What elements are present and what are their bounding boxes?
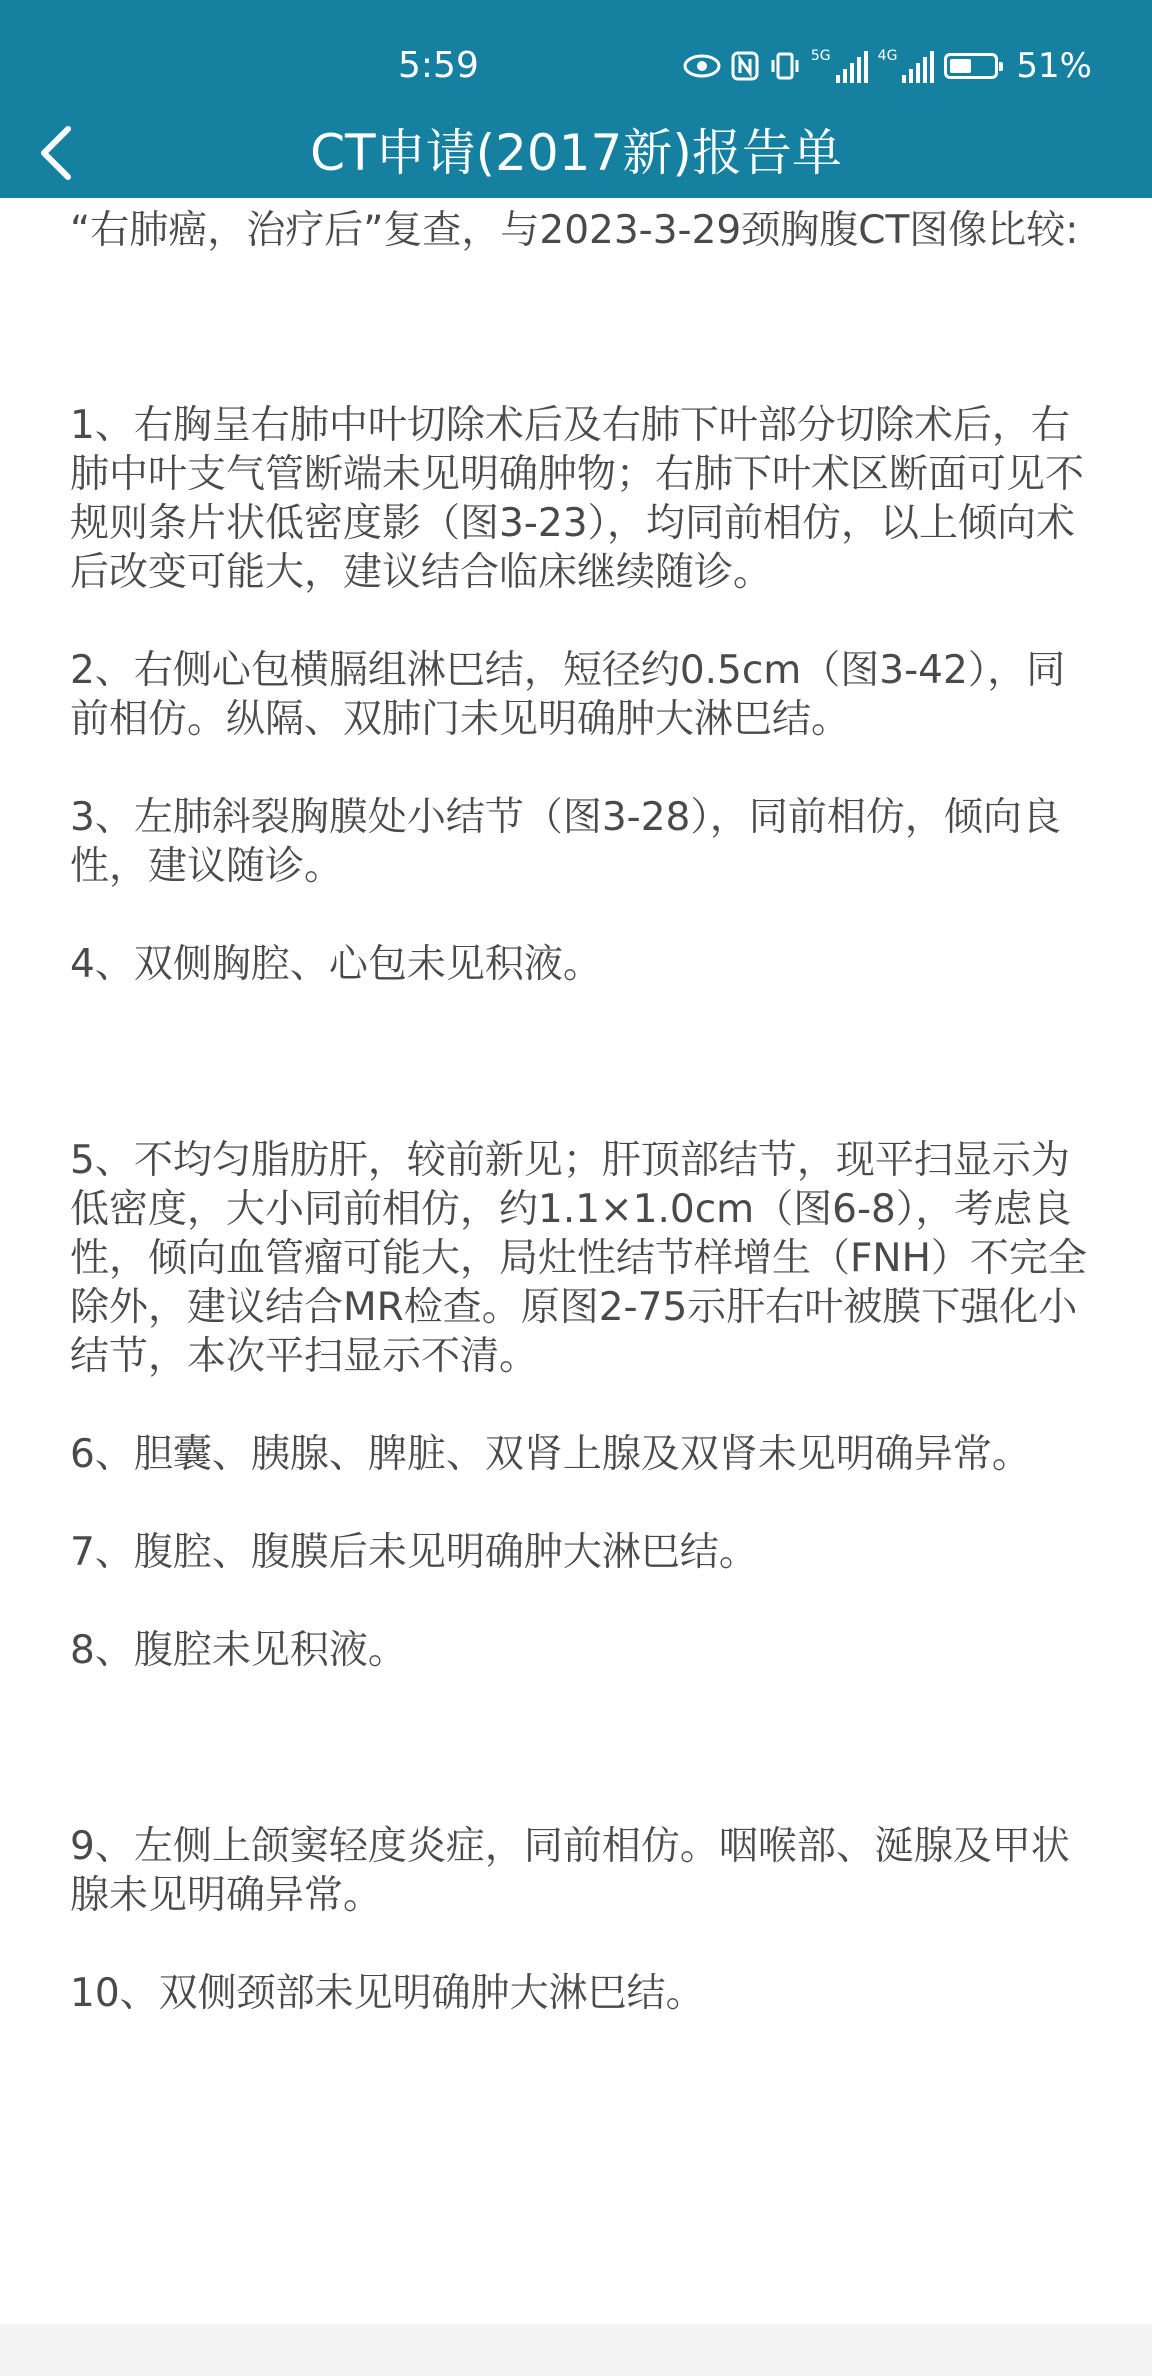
report-item-4: 4、双侧胸腔、心包未见积液。 (70, 942, 602, 987)
report-item-10: 10、双侧颈部未见明确肿大淋巴结。 (70, 1971, 705, 2016)
report-item-8: 8、腹腔未见积液。 (70, 1628, 407, 1673)
page-title: CT申请(2017新)报告单 (310, 124, 842, 182)
battery-icon (944, 53, 998, 79)
network-4g-label: 4G (877, 48, 898, 64)
nfc-icon (731, 51, 759, 81)
app-header (0, 0, 1152, 198)
report-item-7: 7、腹腔、腹膜后未见明确肿大淋巴结。 (70, 1530, 758, 1575)
signal-4g-icon (878, 49, 935, 83)
battery-level (950, 59, 971, 73)
report-item-5: 5、不均匀脂肪肝，较前新见；肝顶部结节，现平扫显示为低密度，大小同前相仿，约1.1×1.0cm（图6-8），考虑良性，倾向血管瘤可能大，局灶性结节样增生（FNH）不完全除外，建议结合MR检查。原图2-75示肝右叶被膜下强化小结节，本次平扫显示不清。 (70, 1138, 1087, 1379)
vibrate-icon (769, 51, 801, 81)
status-icons (683, 44, 1092, 88)
report-item-2: 2、右侧心包横膈组淋巴结，短径约0.5cm（图3-42），同前相仿。纵隔、双肺门未见明确肿大淋巴结。 (70, 648, 1066, 742)
report-intro: “右肺癌，治疗后”复查，与2023-3-29颈胸腹CT图像比较: (70, 208, 1079, 253)
back-button[interactable] (26, 118, 86, 188)
report-content (70, 206, 1090, 2018)
status-bar (0, 0, 1152, 130)
bottom-bar (0, 2324, 1152, 2376)
report-item-3: 3、左肺斜裂胸膜处小结节（图3-28），同前相仿，倾向良性，建议随诊。 (70, 795, 1061, 889)
chevron-left-icon (38, 125, 74, 181)
network-5g-label: 5G (810, 48, 831, 64)
eye-icon (683, 53, 721, 79)
battery-percentage: 51% (1016, 46, 1092, 86)
status-time: 5:59 (398, 45, 479, 86)
signal-5g-icon (811, 49, 868, 83)
report-item-1: 1、右胸呈右肺中叶切除术后及右肺下叶部分切除术后，右肺中叶支气管断端未见明确肿物；右肺下叶术区断面可见不规则条片状低密度影（图3-23），均同前相仿，以上倾向术后改变可能大，建议结合临床继续随诊。 (70, 403, 1085, 595)
report-item-9: 9、左侧上颌窦轻度炎症，同前相仿。咽喉部、涎腺及甲状腺未见明确异常。 (70, 1824, 1070, 1918)
report-item-6: 6、胆囊、胰腺、脾脏、双肾上腺及双肾未见明确异常。 (70, 1432, 1031, 1477)
